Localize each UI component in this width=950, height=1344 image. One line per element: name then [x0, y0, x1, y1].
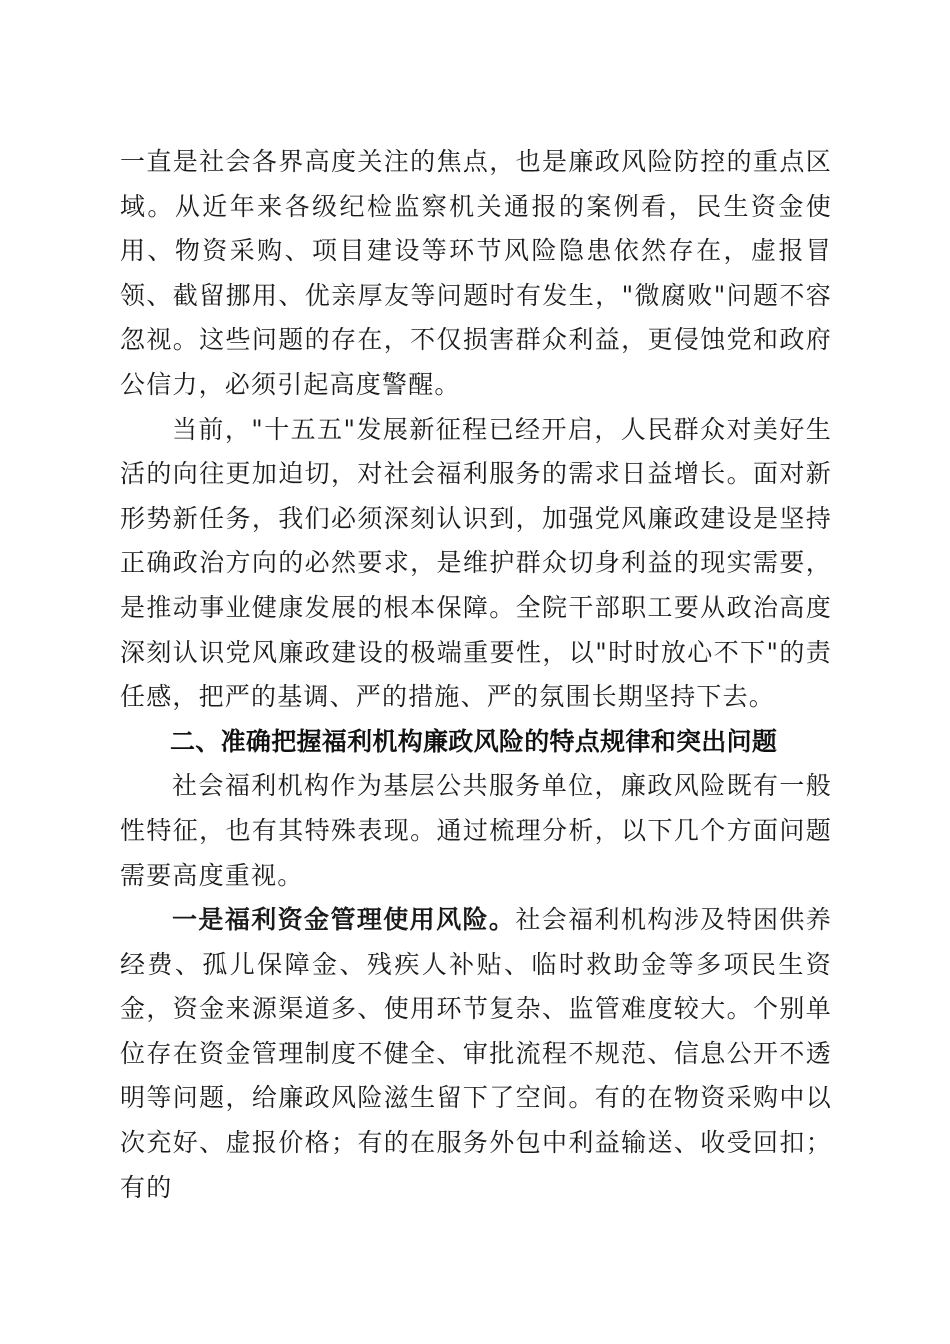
paragraph-fund-risk-text: 社会福利机构涉及特困供养经费、孤儿保障金、残疾人补贴、临时救助金等多项民生资金，资金来源渠道多、使用环节复杂、监管难度较大。个别单位存在资金管理制度不健全、审批流程不规范、信息公开不透明等问题，给廉政风险滋生留下了空间。有的在物资采购中以次充好、虚报价格；有的在服务外包中利益输送、收受回扣；有的	[120, 905, 832, 1202]
section-heading: 二、准确把握福利机构廉政风险的特点规律和突出问题	[170, 726, 778, 756]
paragraph-current-situation: 当前，"十五五"发展新征程已经开启，人民群众对美好生活的向往更加迫切，对社会福利服务的需求日益增长。面对新形势新任务，我们必须深刻认识到，加强党风廉政建设是坚持正确政治方向的必然要求，是维护群众切身利益的现实需要，是推动事业健康发展的根本保障。全院干部职工要从政治高度深刻认识党风廉政建设的极端重要性，以"时时放心不下"的责任感，把严的基调、严的措施、严的氛围长期坚持下去。	[120, 414, 832, 712]
document-body	[120, 140, 832, 1210]
paragraph-continuation: 一直是社会各界高度关注的焦点，也是廉政风险防控的重点区域。从近年来各级纪检监察机关通报的案例看，民生资金使用、物资采购、项目建设等环节风险隐患依然存在，虚报冒领、截留挪用、优亲厚友等问题时有发生，"微腐败"问题不容忽视。这些问题的存在，不仅损害群众利益，更侵蚀党和政府公信力，必须引起高度警醒。	[120, 147, 832, 399]
paragraph-risk-overview: 社会福利机构作为基层公共服务单位，廉政风险既有一般性特征，也有其特殊表现。通过梳理分析，以下几个方面问题需要高度重视。	[120, 771, 832, 890]
paragraph-fund-risk	[120, 898, 832, 1210]
paragraph-lead-phrase: 一是福利资金管理使用风险。	[172, 905, 516, 935]
